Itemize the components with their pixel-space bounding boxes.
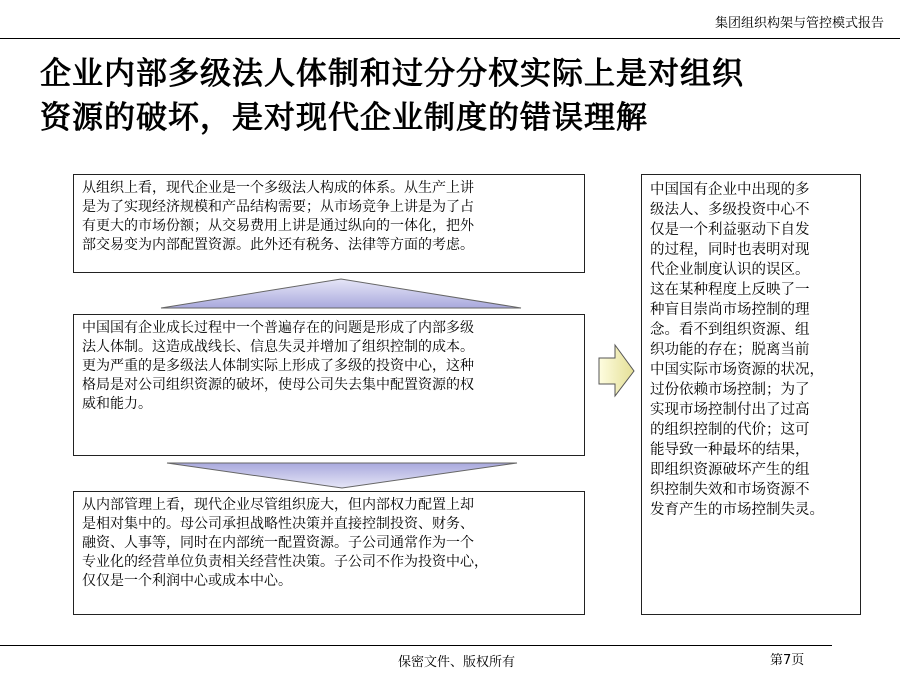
header-divider [0,38,900,39]
slide-title: 企业内部多级法人体制和过分分权实际上是对组织 资源的破坏，是对现代企业制度的错误理解 [40,56,744,136]
right-arrow-icon [598,344,636,398]
footer-divider [0,645,832,646]
text-box-multilevel-problem: 中国国有企业成长过程中一个普遍存在的问题是形成了内部多级 法人体制。这造成战线长、信息失灵并增加了组织控制的成本。 更为严重的是多级法人体制实际上形成了多级的投资中心，这种 格局是对公司组织资源的破坏，使母公司失去集中配置资源的权 威和能力。 [73,314,585,456]
footer-confidential: 保密文件、版权所有 [398,655,516,670]
page-number: 第7页 [770,653,805,668]
text-box-internal-management: 从内部管理上看，现代企业尽管组织庞大，但内部权力配置上却 是相对集中的。母公司承担战略性决策并直接控制投资、财务、 融资、人事等，同时在内部统一配置资源。子公司通常作为一个 专业化的经营单位负责相关经营性决策。子公司不作为投资中心， 仅仅是一个利润中心或成本中心。 [73,491,585,615]
down-triangle-arrow-icon [166,462,518,490]
text-box-organization: 从组织上看，现代企业是一个多级法人构成的体系。从生产上讲 是为了实现经济规模和产品结构需要；从市场竞争上讲是为了占 有更大的市场份额；从交易费用上讲是通过纵向的一体化，把外 部交易变为内部配置资源。此外还有税务、法律等方面的考虑。 [73,174,585,273]
up-triangle-arrow-icon [160,278,522,310]
text-box-conclusion: 中国国有企业中出现的多 级法人、多级投资中心不 仅是一个利益驱动下自发 的过程，同时也表明对现 代企业制度认识的误区。 这在某种程度上反映了一 种盲目崇尚市场控制的理 念。看不到组织资源、组 织功能的存在；脱离当前 中国实际市场资源的状况， 过份依赖市场控制；为了 实现市场控制付出了过高 的组织控制的代价；这可 能导致一种最坏的结果， 即组织资源破坏产生的组 织控制失效和市场资源不 发育产生的市场控制失灵。 [641,174,861,615]
report-title: 集团组织构架与管控模式报告 [714,16,884,31]
